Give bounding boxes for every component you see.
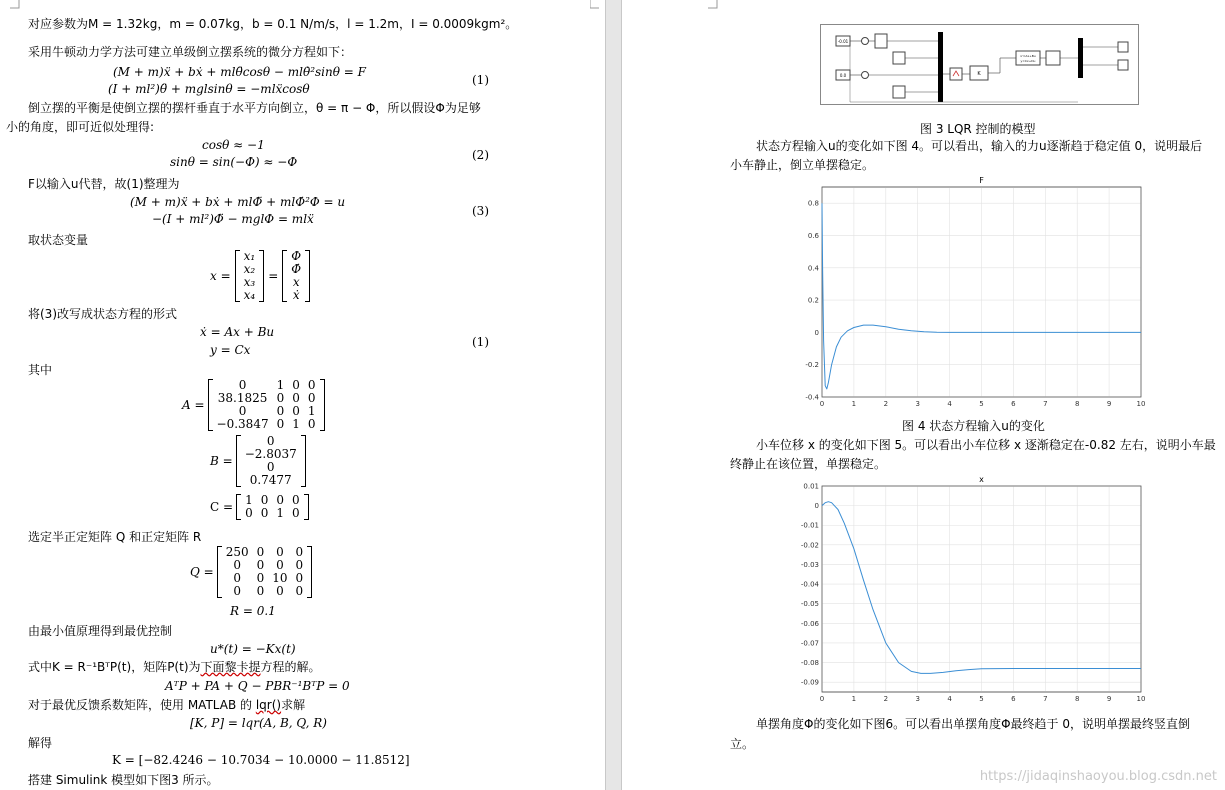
source-block-1-label: -0.01: [837, 39, 849, 44]
bus-block: [1078, 38, 1083, 78]
y-tick-label: -0.09: [800, 678, 819, 687]
y-tick-label: 0.8: [807, 199, 819, 208]
x-vector-matrix: [235, 250, 265, 302]
y-tick-label: 0.2: [807, 296, 819, 305]
y-tick-label: -0.06: [800, 619, 819, 628]
matrix-Q: [217, 546, 312, 598]
matrix-Q-cell: 0: [256, 584, 265, 598]
gain-block: [893, 52, 905, 64]
matrix-C-row: [241, 507, 304, 520]
x-tick-label: 6: [1011, 400, 1016, 408]
lqr-intro-text: [28, 697, 305, 713]
x-vector-cell: x₃: [243, 275, 256, 289]
matrix-A-cell: 0: [238, 378, 247, 392]
phi-vector-cell: ẋ: [292, 288, 300, 302]
balance-text-line1: 倒立摆的平衡是使倒立摆的摆杆垂直于水平方向倒立，θ = π − Φ，所以假设Φ为足够: [28, 101, 481, 115]
matrix-Q-cell: 0: [276, 584, 284, 598]
matrix-Q-row: [222, 585, 307, 598]
matrix-B-cell: 0.7477: [249, 473, 292, 487]
y-tick-label: -0.08: [800, 659, 819, 668]
matrix-A-label: A =: [182, 398, 205, 412]
y-tick-label: 0.6: [807, 231, 819, 240]
matrix-Q-cell: 0: [233, 584, 241, 598]
demux-block: [1046, 51, 1060, 65]
matrix-A-equation: [182, 379, 325, 431]
min-principle-text: 由最小值原理得到最优控制: [28, 624, 173, 638]
matrix-B-cell: −2.8037: [244, 447, 297, 461]
y-tick-label: -0.02: [800, 541, 819, 550]
x-tick-label: 1: [851, 695, 857, 703]
chart-title: x: [979, 475, 984, 484]
x-tick-label: 4: [947, 695, 952, 703]
simulink-model-diagram: [820, 24, 1140, 106]
matrix-B: [236, 435, 306, 487]
R-equation: R = 0.1: [230, 604, 276, 618]
matrix-C-cell: 0: [276, 493, 284, 507]
page-gutter: [605, 0, 622, 790]
figure-6-intro-line1: 单摆角度Φ的变化如下图6。可以看出单摆角度Φ最终趋于 0，说明单摆最终竖直倒: [756, 717, 1190, 731]
matrix-C-cell: 0: [260, 506, 269, 520]
chart-x: [800, 474, 1146, 706]
matrix-A-cell: 0: [292, 404, 300, 418]
y-tick-label: -0.03: [800, 560, 819, 569]
equation-1a: (M + m)ẍ + bẋ + mlθ̈cosθ − mlθ̇²sinθ = F: [113, 65, 366, 79]
page-corner-mark: [10, 0, 20, 10]
lqr-gain-label: K: [977, 71, 981, 77]
matrix-A-cell: 0: [276, 404, 285, 418]
matrix-Q-cell: 0: [276, 545, 284, 559]
matrix-A-row: [213, 392, 320, 405]
y-tick-label: -0.07: [800, 639, 819, 648]
sum-block: [862, 38, 869, 45]
output-scope: [1118, 60, 1128, 70]
x-tick-label: 9: [1106, 400, 1112, 408]
x-tick-label: 10: [1136, 695, 1146, 703]
matrix-A-cell: 1: [307, 404, 316, 418]
matrix-C-cell: 1: [276, 506, 284, 520]
params-text: 对应参数为M = 1.32kg，m = 0.07kg，b = 0.1 N/m/s，l = 1.2m，I = 0.0009kgm²。: [28, 17, 518, 31]
equation-number-3: (3): [472, 204, 489, 218]
mux-block: [938, 32, 943, 102]
matrix-B-cell: 0: [266, 460, 275, 474]
y-tick-label: 0: [814, 502, 819, 511]
matrix-C-label: C =: [210, 500, 234, 514]
k-definition-prefix: 式中K = R⁻¹BᵀP(t)，矩阵P(t)为: [28, 660, 201, 674]
document-page-right: [622, 0, 1225, 790]
matrix-C-cell: 1: [245, 493, 253, 507]
x-tick-label: 7: [1043, 695, 1048, 703]
y-tick-label: -0.04: [800, 580, 819, 589]
y-tick-label: 0.01: [803, 482, 819, 491]
balance-text-line2: 小的角度，即可近似处理得:: [6, 120, 155, 134]
phi-vector-cell: x: [292, 275, 300, 289]
matrix-Q-cell: 0: [295, 584, 304, 598]
figure-6-intro-line2: 立。: [730, 737, 755, 751]
equation-2a: cosθ ≈ −1: [202, 138, 265, 152]
matrix-A-cell: 0: [307, 391, 316, 405]
y-tick-label: -0.2: [805, 361, 819, 370]
x-tick-label: 2: [883, 400, 889, 408]
matrix-Q-cell: 0: [295, 545, 304, 559]
matrix-Q-cell: 250: [225, 545, 249, 559]
x-tick-label: 10: [1136, 400, 1146, 408]
figure-5-intro-line2: 终静止在该位置，单摆稳定。: [730, 457, 887, 471]
matrix-C-equation: [210, 494, 309, 520]
source-block-2-label: 0.0: [839, 73, 847, 78]
figure-4-intro-line1: 状态方程输入u的变化如下图 4。可以看出，输入的力u逐渐趋于稳定值 0，说明最后: [756, 139, 1203, 153]
x-tick-label: 2: [883, 695, 889, 703]
matrix-C-cell: 0: [260, 493, 269, 507]
matrix-B-label: B =: [210, 454, 233, 468]
matrix-A-cell: 0: [292, 378, 300, 392]
gain-block: [893, 86, 905, 98]
lqr-intro-suffix: 求解: [281, 698, 306, 712]
sum-block: [862, 72, 869, 79]
k-definition-suffix: 方程的解。: [260, 660, 321, 674]
matrix-A-cell: 1: [292, 417, 300, 431]
y-tick-label: -0.01: [800, 521, 819, 530]
solve-text: 解得: [28, 736, 53, 750]
riccati-link: 下面黎卡提: [200, 660, 261, 674]
matrix-B-equation: [210, 435, 306, 487]
watermark: https://jidaqinshaoyou.blog.csdn.net: [979, 769, 1217, 784]
x-vector-row: [240, 289, 260, 302]
matrix-A-cell: 0: [276, 391, 285, 405]
state-equation-2: y = Cx: [210, 343, 251, 357]
equation-number-1: (1): [472, 73, 489, 87]
matrix-Q-cell: 10: [272, 571, 288, 585]
matrix-C-cell: 0: [291, 493, 300, 507]
matrix-A-cell: 0: [238, 404, 247, 418]
rewrite-text: 将(3)改写成状态方程的形式: [28, 307, 177, 321]
k-definition-text: [28, 659, 321, 675]
matrix-Q-cell: 0: [256, 571, 265, 585]
chart-title: F: [979, 176, 984, 185]
state-vector-label: x =: [210, 269, 231, 283]
integrator-block: [875, 34, 887, 48]
matrix-A-cell: 0: [307, 417, 316, 431]
matrix-Q-label: Q =: [190, 565, 214, 579]
matrix-B-row: [241, 474, 301, 487]
x-tick-label: 8: [1074, 400, 1080, 408]
chart-F: [800, 175, 1146, 411]
matrix-Q-equation: [190, 546, 312, 598]
matrix-Q-cell: 0: [233, 558, 241, 572]
matrix-Q-cell: 0: [276, 558, 284, 572]
matrix-A-row: [213, 418, 320, 431]
where-text: 其中: [28, 363, 53, 377]
matrix-A-cell: −0.3847: [216, 417, 269, 431]
matrix-C-cell: 0: [245, 506, 253, 520]
x-vector-cell: x₁: [243, 249, 256, 263]
matrix-Q-cell: 0: [256, 558, 265, 572]
page-corner-mark: [708, 0, 718, 10]
state-equation-1: ẋ = Ax + Bu: [200, 325, 275, 339]
state-variable-text: 取状态变量: [28, 233, 89, 247]
replace-text: F以输入u代替，故(1)整理为: [28, 177, 180, 191]
x-tick-label: 6: [1011, 695, 1016, 703]
page-corner-mark: [590, 0, 600, 10]
phi-vector-row: [287, 289, 305, 302]
x-tick-label: 5: [979, 695, 984, 703]
figure-3-caption: 图 3 LQR 控制的模型: [920, 122, 1036, 136]
matrix-C: [236, 494, 309, 520]
phi-vector-cell: Φ: [291, 249, 302, 263]
phi-vector-matrix: [282, 250, 310, 302]
x-tick-label: 8: [1074, 695, 1080, 703]
x-tick-label: 5: [979, 400, 984, 408]
diagram-frame: [821, 25, 1139, 105]
x-tick-label: 0: [819, 695, 825, 703]
figure-4-intro-line2: 小车静止，倒立单摆稳定。: [730, 158, 875, 172]
y-tick-label: 0.4: [807, 264, 819, 273]
x-vector-cell: x₂: [243, 262, 256, 276]
equation-2b: sinθ = sin(−Φ) ≈ −Φ: [170, 155, 298, 169]
equation-3b: −(I + ml²)Φ̈ − mglΦ = mlẍ: [152, 212, 314, 226]
equation-number-4: (1): [472, 335, 489, 349]
y-tick-label: -0.05: [800, 600, 819, 609]
matrix-A-cell: 0: [292, 391, 300, 405]
matrix-B-cell: 0: [266, 434, 275, 448]
matrix-A-cell: 38.1825: [217, 391, 268, 405]
x-tick-label: 3: [915, 695, 920, 703]
svg-text:y=Cx+Du: y=Cx+Du: [1020, 59, 1036, 63]
choose-qr-text: 选定半正定矩阵 Q 和正定矩阵 R: [28, 530, 202, 544]
x-tick-label: 7: [1043, 400, 1048, 408]
state-vector-equation: x = x₁ x₂ x₃ x₄ = Φ Φ̇ x ẋ: [210, 250, 310, 302]
matrix-Q-cell: 0: [295, 571, 304, 585]
matrix-A-cell: 1: [276, 378, 285, 392]
figure-5-intro-line1: 小车位移 x 的变化如下图 5。可以看出小车位移 x 逐渐稳定在-0.82 左右，说明小车最: [756, 438, 1216, 452]
x-tick-label: 9: [1106, 695, 1112, 703]
scope-block: [950, 68, 962, 80]
K-result-equation: K = [−82.4246 − 10.7034 − 10.0000 − 11.8512]: [112, 753, 410, 767]
x-tick-label: 0: [819, 400, 825, 408]
optimal-control-equation: u*(t) = −Kx(t): [210, 642, 296, 656]
simulink-text: 搭建 Simulink 模型如下图3 所示。: [28, 773, 219, 787]
svg-text:x'=Ax+Bu: x'=Ax+Bu: [1020, 54, 1036, 58]
matrix-C-cell: 0: [291, 506, 300, 520]
x-tick-label: 1: [851, 400, 857, 408]
matrix-Q-cell: 0: [233, 571, 241, 585]
matrix-Q-cell: 0: [295, 558, 304, 572]
equation-number-2: (2): [472, 148, 489, 162]
matrix-A: [208, 379, 325, 431]
matrix-A-cell: 0: [276, 417, 285, 431]
figure-4-caption: 图 4 状态方程输入u的变化: [902, 419, 1045, 433]
x-tick-label: 3: [915, 400, 920, 408]
lqr-function-name: lqr(): [255, 698, 282, 712]
equation-1b: (I + ml²)θ̈ + mglsinθ = −mlẍcosθ: [108, 82, 310, 96]
intro-text: 采用牛顿动力学方法可建立单级倒立摆系统的微分方程如下：: [28, 45, 353, 59]
lqr-call-equation: [K, P] = lqr(A, B, Q, R): [190, 716, 327, 730]
output-scope: [1118, 42, 1128, 52]
y-tick-label: 0: [814, 328, 819, 337]
riccati-equation: AᵀP + PA + Q − PBR⁻¹BᵀP = 0: [165, 679, 350, 693]
x-vector-cell: x₄: [243, 288, 256, 302]
phi-vector-cell: Φ̇: [291, 262, 302, 276]
document-page-left: [0, 0, 605, 790]
y-tick-label: -0.4: [805, 393, 819, 402]
equation-3a: (M + m)ẍ + bẋ + mlΦ̈ + mlΦ̇²Φ = u: [130, 195, 346, 209]
matrix-Q-cell: 0: [256, 545, 265, 559]
matrix-A-cell: 0: [307, 378, 316, 392]
lqr-intro-prefix: 对于最优反馈系数矩阵，使用 MATLAB 的: [28, 698, 256, 712]
x-tick-label: 4: [947, 400, 952, 408]
